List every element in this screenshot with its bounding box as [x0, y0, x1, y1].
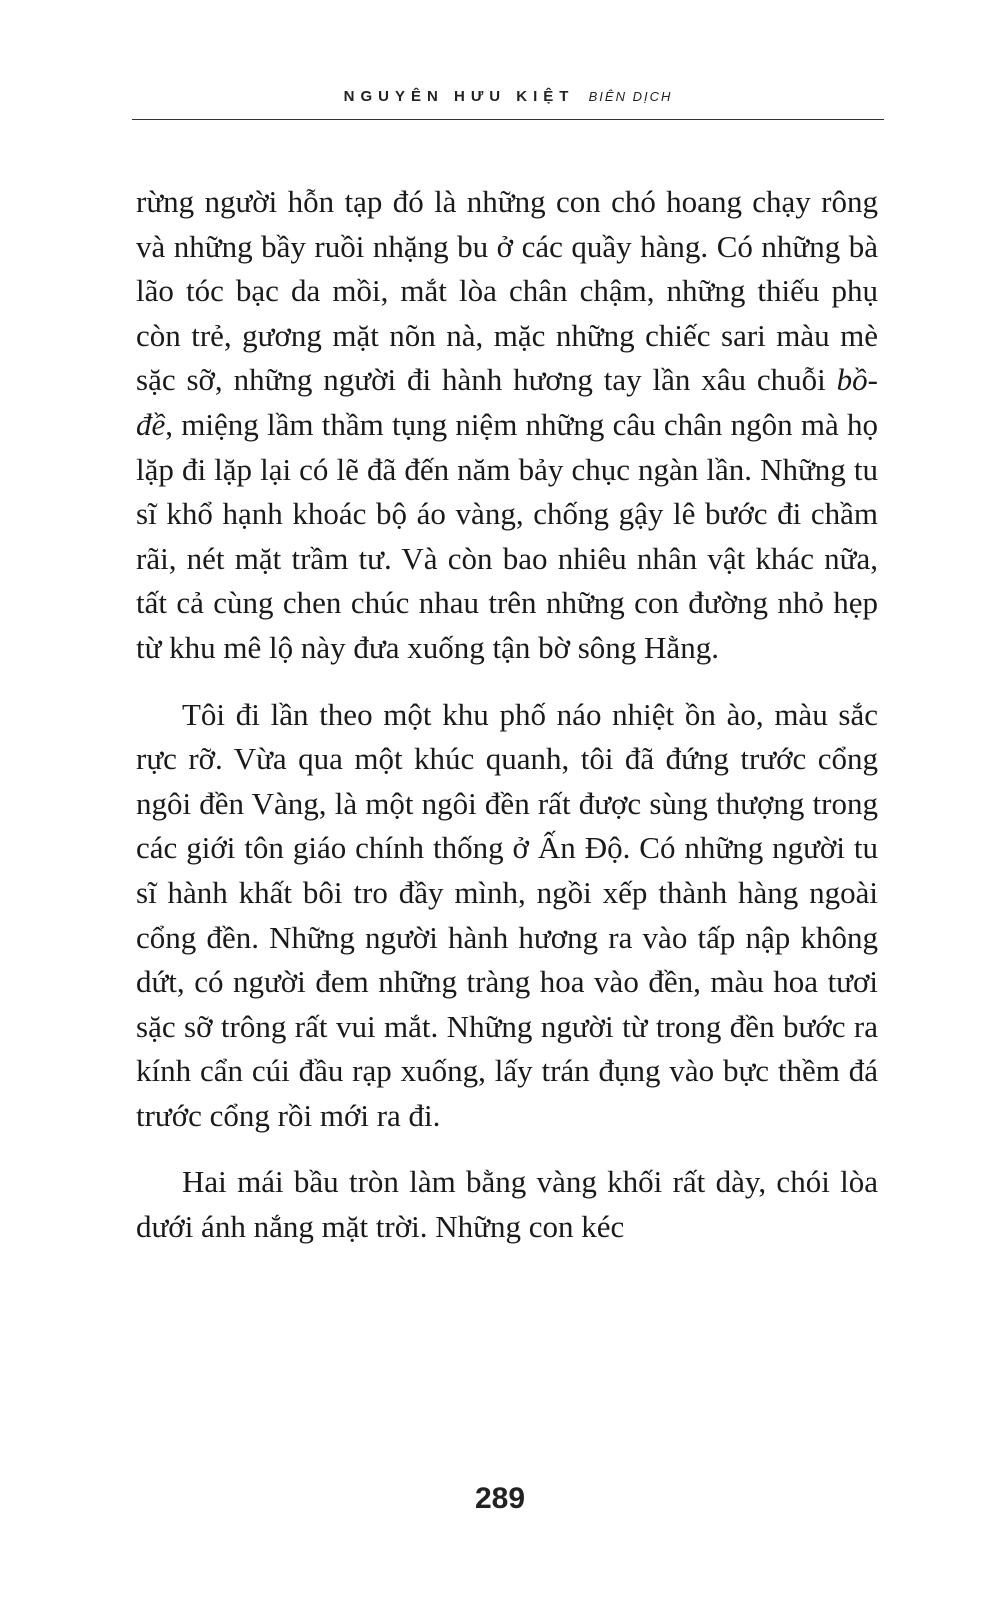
paragraph-1: [136, 180, 878, 671]
paragraph-1-emphasis: bồ-đề: [136, 362, 878, 442]
header-role: BIÊN DỊCH: [588, 89, 673, 104]
page-number: 289: [474, 1482, 526, 1515]
paragraph-2: Tôi đi lần theo một khu phố náo nhiệt ồn ào, màu sắc rực rỡ. Vừa qua một khúc quanh, tôi đã đứng trước cổng ngôi đền Vàng, là một ngôi đền rất được sùng thượng trong các giới tôn giáo chính thống ở Ấn Độ. Có những người tu sĩ hành khất bôi tro đầy mình, ngồi xếp thành hàng ngoài cổng đền. Những người hành hương ra vào tấp nập không dứt, có người đem những tràng hoa vào đền, màu hoa tươi sặc sỡ trông rất vui mắt. Những người từ trong đền bước ra kính cẩn cúi đầu rạp xuống, lấy trán đụng vào bực thềm đá trước cổng rồi mới ra đi.: [136, 696, 878, 1133]
header-author: NGUYÊN HƯU KIỆT: [343, 88, 575, 105]
body-text: [136, 180, 878, 1250]
paragraph-1-text-after: , miệng lầm thầm tụng niệm những câu chân ngôn mà họ lặp đi lặp lại có lẽ đã đến năm bảy chục ngàn lần. Những tu sĩ khổ hạnh khoác bộ áo vàng, chống gậy lê bước đi chầm rãi, nét mặt trầm tư. Và còn bao nhiêu nhân vật khác nữa, tất cả cùng chen chúc nhau trên những con đường nhỏ hẹp từ khu mê lộ này đưa xuống tận bờ sông Hằng.: [136, 406, 878, 665]
running-header: [132, 88, 884, 105]
paragraph-3: Hai mái bầu tròn làm bằng vàng khối rất dày, chói lòa dưới ánh nắng mặt trời. Những con kéc: [136, 1164, 878, 1245]
header-rule: [132, 119, 884, 120]
paragraph-1-text-before: rừng người hỗn tạp đó là những con chó hoang chạy rông và những bầy ruồi nhặng bu ở các quầy hàng. Có những bà lão tóc bạc da mồi, mắt lòa chân chậm, những thiếu phụ còn trẻ, gương mặt nõn nà, mặc những chiếc sari màu mè sặc sỡ, những người đi hành hương tay lần xâu chuỗi: [136, 184, 878, 398]
